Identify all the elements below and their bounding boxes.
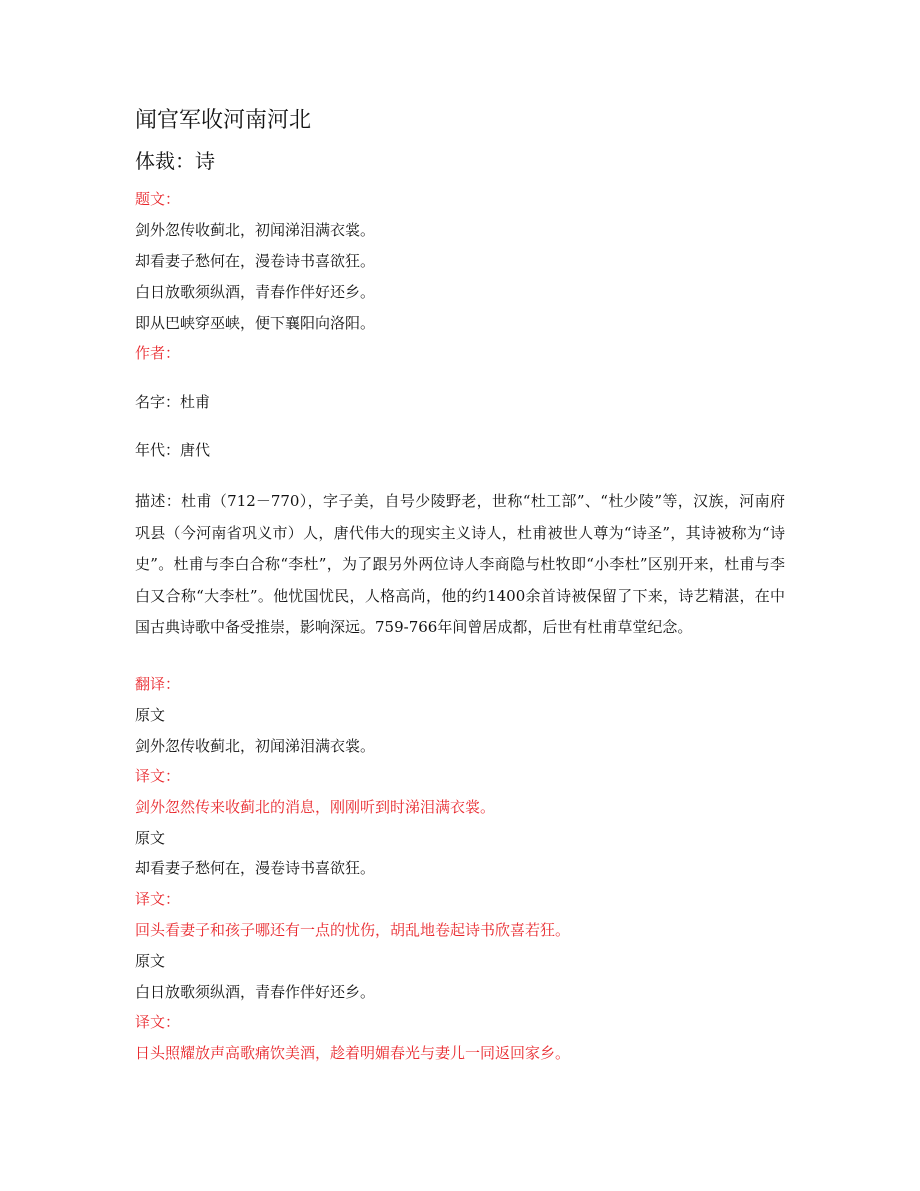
- poem-line: 白日放歌须纵酒，青春作伴好还乡。: [135, 283, 376, 301]
- section-label-translation: 翻译：: [135, 675, 181, 693]
- original-label: 原文: [135, 829, 166, 847]
- translation-label: 译文：: [135, 767, 181, 785]
- poem-line: 即从巴峡穿巫峡，便下襄阳向洛阳。: [135, 314, 376, 332]
- section-label-author: 作者：: [135, 344, 181, 362]
- original-text: 剑外忽传收蓟北，初闻涕泪满衣裳。: [135, 737, 376, 755]
- section-label-text: 题文：: [135, 190, 181, 208]
- poem-line: 剑外忽传收蓟北，初闻涕泪满衣裳。: [135, 221, 376, 239]
- translation-text: 剑外忽然传来收蓟北的消息，刚刚听到时涕泪满衣裳。: [135, 798, 496, 816]
- author-era: 年代：唐代: [135, 441, 211, 459]
- author-name: 名字：杜甫: [135, 393, 211, 411]
- poem-genre: 体裁：诗: [135, 149, 215, 173]
- original-text: 却看妻子愁何在，漫卷诗书喜欲狂。: [135, 859, 376, 877]
- translation-text: 日头照耀放声高歌痛饮美酒，趁着明媚春光与妻儿一同返回家乡。: [135, 1044, 571, 1062]
- translation-label: 译文：: [135, 1013, 181, 1031]
- poem-line: 却看妻子愁何在，漫卷诗书喜欲狂。: [135, 252, 376, 270]
- original-label: 原文: [135, 706, 166, 724]
- original-text: 白日放歌须纵酒，青春作伴好还乡。: [135, 983, 376, 1001]
- poem-title: 闻官军收河南河北: [135, 108, 312, 133]
- translation-text: 回头看妻子和孩子哪还有一点的忧伤，胡乱地卷起诗书欣喜若狂。: [135, 921, 571, 939]
- author-description: 描述：杜甫（712－770），字子美，自号少陵野老，世称“杜工部”、“杜少陵”等，汉族，河南府巩县（今河南省巩义市）人，唐代伟大的现实主义诗人，杜甫被世人尊为“诗圣”，其诗被称为“诗史”。杜甫与李白合称“李杜”，为了跟另外两位诗人李商隐与杜牧即“小李杜”区别开来，杜甫与李白又合称“大李杜”。他忧国忧民，人格高尚，他的约1400余首诗被保留了下来，诗艺精湛，在中国古典诗歌中备受推崇，影响深远。759-766年间曾居成都，后世有杜甫草堂纪念。: [135, 492, 785, 636]
- original-label: 原文: [135, 952, 166, 970]
- translation-label: 译文：: [135, 890, 181, 908]
